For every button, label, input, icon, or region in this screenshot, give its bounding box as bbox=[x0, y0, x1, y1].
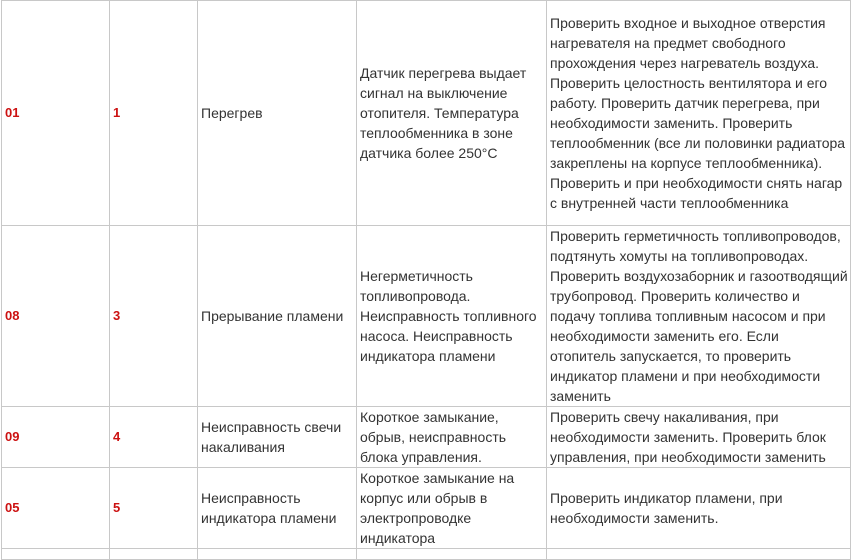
error-code-cell: 08 bbox=[2, 226, 110, 407]
error-code-cell: 01 bbox=[2, 1, 110, 226]
empty-cell bbox=[357, 549, 547, 560]
blink-code-cell: 1 bbox=[110, 1, 198, 226]
table-row bbox=[2, 407, 851, 468]
fault-remedy-cell: Проверить свечу накаливания, при необходимости заменить. Проверить блок управления, при необходимости заменить bbox=[547, 407, 851, 468]
blink-code-cell: 5 bbox=[110, 468, 198, 549]
empty-cell bbox=[110, 549, 198, 560]
error-code-cell: 05 bbox=[2, 468, 110, 549]
fault-cause-cell: Короткое замыкание, обрыв, неисправность блока управления. bbox=[357, 407, 547, 468]
fault-remedy-cell: Проверить герметичность топливопроводов, подтянуть хомуты на топливопроводах. Проверить воздухозаборник и газоотводящий трубопровод. Проверить количество и подачу топлива топливным насосом и при необходимости заменить его. Если отопитель запускается, то проверить индикатор пламени и при необходимости заменить bbox=[547, 226, 851, 407]
fault-name-cell: Неисправность свечи накаливания bbox=[198, 407, 357, 468]
fault-name-cell: Перегрев bbox=[198, 1, 357, 226]
fault-remedy-cell: Проверить входное и выходное отверстия нагревателя на предмет свободного прохождения через нагреватель воздуха. Проверить целостность вентилятора и его работу. Проверить датчик перегрева, при необходимости заменить. Проверить теплообменник (все ли половинки радиатора закреплены на корпусе теплообменника). Проверить и при необходимости снять нагар с внутренней части теплообменника bbox=[547, 1, 851, 226]
fault-name-cell: Неисправность индикатора пламени bbox=[198, 468, 357, 549]
blink-code-cell: 4 bbox=[110, 407, 198, 468]
blink-code-cell: 3 bbox=[110, 226, 198, 407]
empty-cell bbox=[198, 549, 357, 560]
fault-cause-cell: Негерметичность топливопровода. Неисправность топливного насоса. Неисправность индикатора пламени bbox=[357, 226, 547, 407]
table-row-partial bbox=[2, 549, 851, 560]
fault-cause-cell: Короткое замыкание на корпус или обрыв в электропроводке индикатора bbox=[357, 468, 547, 549]
table-row bbox=[2, 468, 851, 549]
empty-cell bbox=[2, 549, 110, 560]
fault-codes-table bbox=[1, 0, 851, 560]
fault-name-cell: Прерывание пламени bbox=[198, 226, 357, 407]
table-row bbox=[2, 1, 851, 226]
error-code-cell: 09 bbox=[2, 407, 110, 468]
fault-remedy-cell: Проверить индикатор пламени, при необходимости заменить. bbox=[547, 468, 851, 549]
table-row bbox=[2, 226, 851, 407]
fault-cause-cell: Датчик перегрева выдает сигнал на выключение отопителя. Температура теплообменника в зоне датчика более 250°С bbox=[357, 1, 547, 226]
empty-cell bbox=[547, 549, 851, 560]
